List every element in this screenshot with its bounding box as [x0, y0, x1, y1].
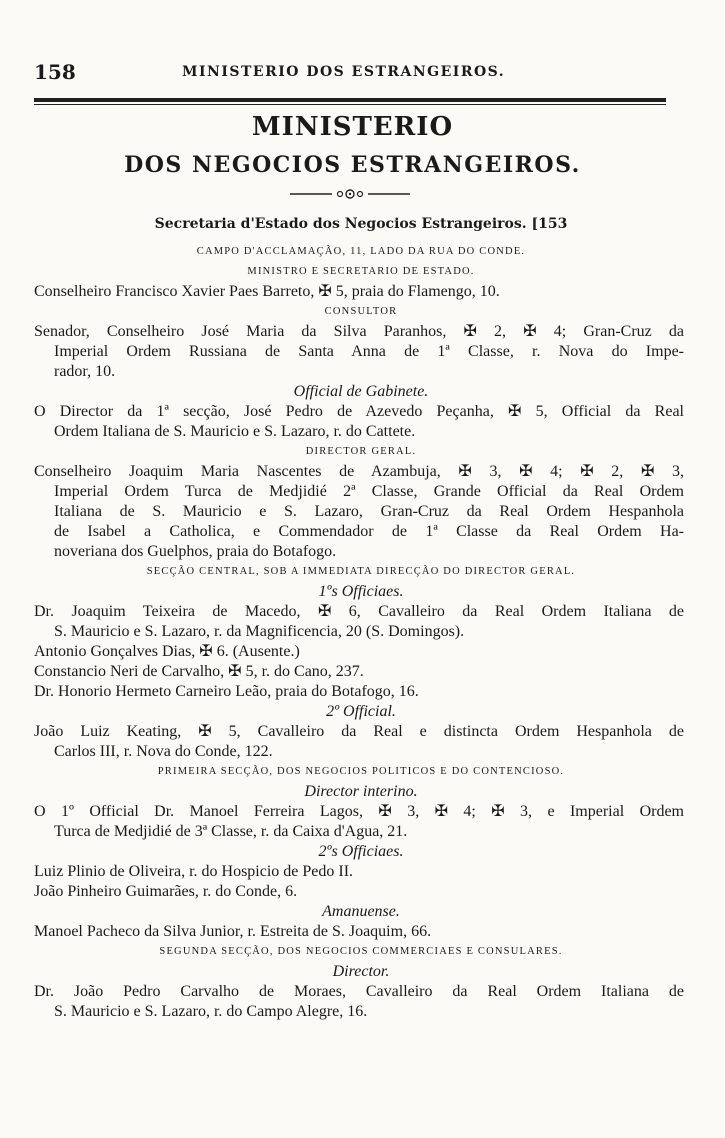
segundo-official-heading: 2º Official.: [326, 703, 396, 720]
secretaria-heading: Secretaria d'Estado dos Negocios Estrangeiros. [153: [154, 216, 568, 232]
minister-heading: MINISTRO E SECRETARIO DE ESTADO.: [247, 266, 475, 277]
director-geral-line-2: Imperial Ordem Turca de Medjidié 2ª Classe, Grande Official da Real Ordem: [54, 483, 684, 500]
running-header: [34, 60, 685, 84]
consultor-line-3: rador, 10.: [54, 363, 116, 380]
consultor-line-1: Senador, Conselheiro José Maria da Silva Paranhos, ✠ 2, ✠ 4; Gran-Cruz da: [34, 323, 684, 340]
primeiros-officiaes-heading: 1ºs Officiaes.: [318, 583, 404, 600]
amanuense-entry: Manoel Pacheco da Silva Junior, r. Estreita de S. Joaquim, 66.: [34, 923, 432, 940]
primeiro-official-line-1: Dr. Joaquim Teixeira de Macedo, ✠ 6, Cavalleiro da Real Ordem Italiana de: [34, 603, 684, 620]
director-geral-line-3: Italiana de S. Mauricio e S. Lazaro, Gran-Cruz da Real Ordem Hespanhola: [54, 503, 684, 520]
director-heading: Director.: [332, 963, 390, 980]
header-rule-thick: [34, 98, 666, 102]
director-line-1: Dr. João Pedro Carvalho de Moraes, Cavalleiro da Real Ordem Italiana de: [34, 983, 684, 1000]
segundo-official-line-2: Carlos III, r. Nova do Conde, 122.: [54, 743, 273, 760]
gabinete-line-1: O Director da 1ª secção, José Pedro de Azevedo Peçanha, ✠ 5, Official da Real: [34, 403, 684, 420]
primeiro-official-line-5: Dr. Honorio Hermeto Carneiro Leão, praia do Botafogo, 16.: [34, 683, 419, 700]
gabinete-line-2: Ordem Italiana de S. Mauricio e S. Lazaro, r. do Cattete.: [54, 423, 416, 440]
document-body: [34, 214, 684, 1022]
primeira-seccao-heading: PRIMEIRA SECÇÃO, DOS NEGOCIOS POLITICOS E DO CONTENCIOSO.: [157, 766, 565, 777]
gabinete-heading: Official de Gabinete.: [293, 383, 429, 400]
primeiro-official-line-4: Constancio Neri de Carvalho, ✠ 5, r. do Cano, 237.: [34, 663, 364, 680]
director-line-2: S. Mauricio e S. Lazaro, r. do Campo Alegre, 16.: [54, 1003, 368, 1020]
title-ministerio: MINISTERIO: [251, 112, 454, 142]
director-geral-line-1: Conselheiro Joaquim Maria Nascentes de Azambuja, ✠ 3, ✠ 4; ✠ 2, ✠ 3,: [34, 463, 684, 480]
segunda-seccao-heading: SEGUNDA SECÇÃO, DOS NEGOCIOS COMMERCIAES E CONSULARES.: [159, 946, 563, 957]
segundo-officiaes-line-2: João Pinheiro Guimarães, r. do Conde, 6.: [34, 883, 298, 900]
director-interino-heading: Director interino.: [304, 783, 418, 800]
minister-entry: Conselheiro Francisco Xavier Paes Barreto, ✠ 5, praia do Flamengo, 10.: [34, 283, 500, 300]
segundo-official-line-1: João Luiz Keating, ✠ 5, Cavalleiro da Real e distincta Ordem Hespanhola de: [34, 723, 684, 740]
ornament-divider-icon: [290, 188, 410, 200]
seccao-central-heading: SECÇÃO CENTRAL, SOB A IMMEDIATA DIRECÇÃO DO DIRECTOR GERAL.: [146, 566, 576, 577]
address-line: CAMPO D'ACCLAMAÇÃO, 11, LADO DA RUA DO CONDE.: [196, 246, 526, 257]
director-interino-line-2: Turca de Medjidié de 3ª Classe, r. da Caixa d'Agua, 21.: [54, 823, 408, 840]
primeiro-official-line-3: Antonio Gonçalves Dias, ✠ 6. (Ausente.): [34, 643, 300, 660]
running-title: MINISTERIO DOS ESTRANGEIROS.: [182, 64, 506, 80]
title-negocios-estrangeiros: DOS NEGOCIOS ESTRANGEIROS.: [124, 152, 581, 178]
header-rule-thin: [34, 104, 666, 105]
segundos-officiaes-heading: 2ºs Officiaes.: [318, 843, 404, 860]
amanuense-heading: Amanuense.: [322, 903, 400, 920]
director-geral-heading: DIRECTOR GERAL.: [305, 446, 417, 457]
page-number: 158: [34, 60, 76, 84]
director-interino-line-1: O 1º Official Dr. Manoel Ferreira Lagos, ✠ 3, ✠ 4; ✠ 3, e Imperial Ordem: [34, 803, 684, 820]
consultor-line-2: Imperial Ordem Russiana de Santa Anna de 1ª Classe, r. Nova do Impe-: [54, 343, 684, 360]
consultor-heading: CONSULTOR: [324, 306, 398, 317]
segundo-officiaes-line-1: Luiz Plinio de Oliveira, r. do Hospicio de Pedo II.: [34, 863, 354, 880]
director-geral-line-4: de Isabel a Catholica, e Commendador de 1ª Classe da Real Ordem Ha-: [54, 523, 684, 540]
director-geral-line-5: noveriana dos Guelphos, praia do Botafogo.: [54, 543, 337, 560]
primeiro-official-line-2: S. Mauricio e S. Lazaro, r. da Magnificencia, 20 (S. Domingos).: [54, 623, 465, 640]
